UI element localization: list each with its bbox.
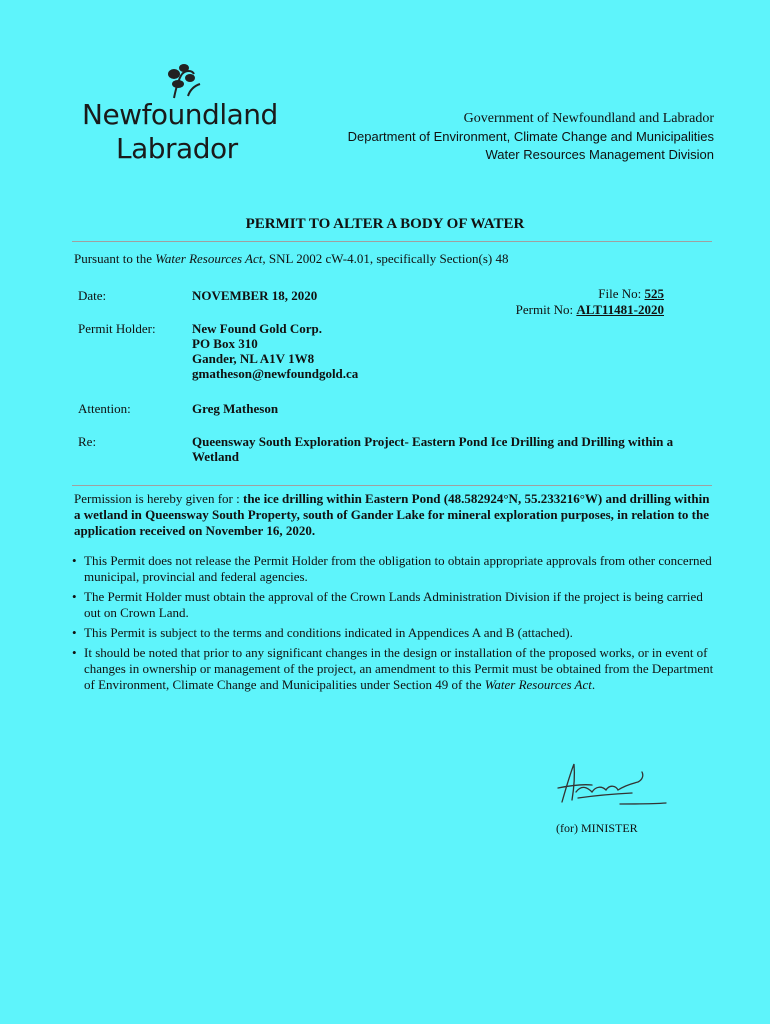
holder-company: New Found Gold Corp.: [192, 321, 323, 336]
act-name: Water Resources Act: [484, 677, 592, 692]
permit-holder-address: [192, 321, 358, 381]
permission-scope: the ice drilling within Eastern Pond (48.582924°N, 55.233216°W) and drilling within a wetland in Queensway South Property, south of Gander Lake for mineral exploration purposes, in relation to the application received on November 16, 2020.: [74, 491, 710, 538]
list-item: [72, 625, 717, 641]
date-value: NOVEMBER 18, 2020: [192, 288, 318, 303]
attention-value: Greg Matheson: [192, 401, 279, 416]
nl-logo: [78, 62, 278, 170]
department-header: [348, 110, 714, 164]
permit-label: Permit No:: [515, 302, 577, 317]
permission-statement: [74, 491, 714, 539]
holder-city: Gander, NL A1V 1W8: [192, 351, 315, 366]
permission-prefix: Permission is hereby given for :: [74, 491, 243, 506]
permit-number: ALT11481-2020: [576, 302, 664, 317]
bullet-glyph: •: [72, 625, 77, 640]
division-name: Water Resources Management Division: [485, 147, 714, 162]
re-label: Re:: [78, 434, 97, 449]
signature: [552, 758, 677, 813]
file-number-row: [516, 286, 664, 302]
file-block: [516, 286, 664, 318]
bullet-glyph: •: [72, 553, 77, 568]
document-title: PERMIT TO ALTER A BODY OF WATER: [245, 216, 525, 232]
signature-caption: (for) MINISTER: [556, 821, 638, 835]
permit-number-row: [516, 302, 664, 318]
pursuant-line: [74, 251, 508, 267]
logo-text-newfoundland: Newfoundland: [82, 98, 278, 131]
act-name: Water Resources Act: [155, 251, 263, 266]
date-label: Date:: [78, 288, 107, 303]
divider: [72, 241, 712, 242]
list-item: [72, 645, 717, 693]
list-item-text: The Permit Holder must obtain the approval of the Crown Lands Administration Division if the project is being carried out on Crown Land.: [84, 589, 703, 620]
divider: [72, 485, 712, 486]
list-item: [72, 553, 717, 585]
conditions-list: [72, 553, 717, 697]
list-item-end: .: [591, 677, 596, 692]
file-number: 525: [644, 286, 664, 301]
permit-holder-label: Permit Holder:: [78, 321, 156, 336]
attention-label: Attention:: [78, 401, 131, 416]
file-label: File No:: [598, 286, 645, 301]
re-value: [192, 434, 712, 464]
list-item: [72, 589, 717, 621]
list-item-text: It should be noted that prior to any significant changes in the design or installation of the proposed works, or in event of changes in ownership or management of the project, an amendment to this Permit must be obtained from the Department of Environment, Climate Change and Municipalities under Section 49 of the: [84, 645, 714, 692]
list-item-text: This Permit is subject to the terms and conditions indicated in Appendices A and B (attached).: [84, 625, 573, 640]
holder-po-box: PO Box 310: [192, 336, 258, 351]
re-line-2: Wetland: [192, 449, 239, 464]
pursuant-prefix: Pursuant to the: [74, 251, 156, 266]
department-name: Department of Environment, Climate Change and Municipalities: [347, 129, 714, 144]
government-name: Government of Newfoundland and Labrador: [463, 111, 714, 126]
bullet-glyph: •: [72, 645, 77, 660]
logo-text-labrador: Labrador: [116, 132, 238, 165]
holder-email: gmatheson@newfoundgold.ca: [192, 366, 359, 381]
re-line-1: Queensway South Exploration Project- Eastern Pond Ice Drilling and Drilling within a: [192, 434, 674, 449]
list-item-text: This Permit does not release the Permit Holder from the obligation to obtain appropriate approvals from other concerned municipal, provincial and federal agencies.: [84, 553, 712, 584]
bullet-glyph: •: [72, 589, 77, 604]
pursuant-suffix: , SNL 2002 cW-4.01, specifically Section(s) 48: [262, 251, 509, 266]
